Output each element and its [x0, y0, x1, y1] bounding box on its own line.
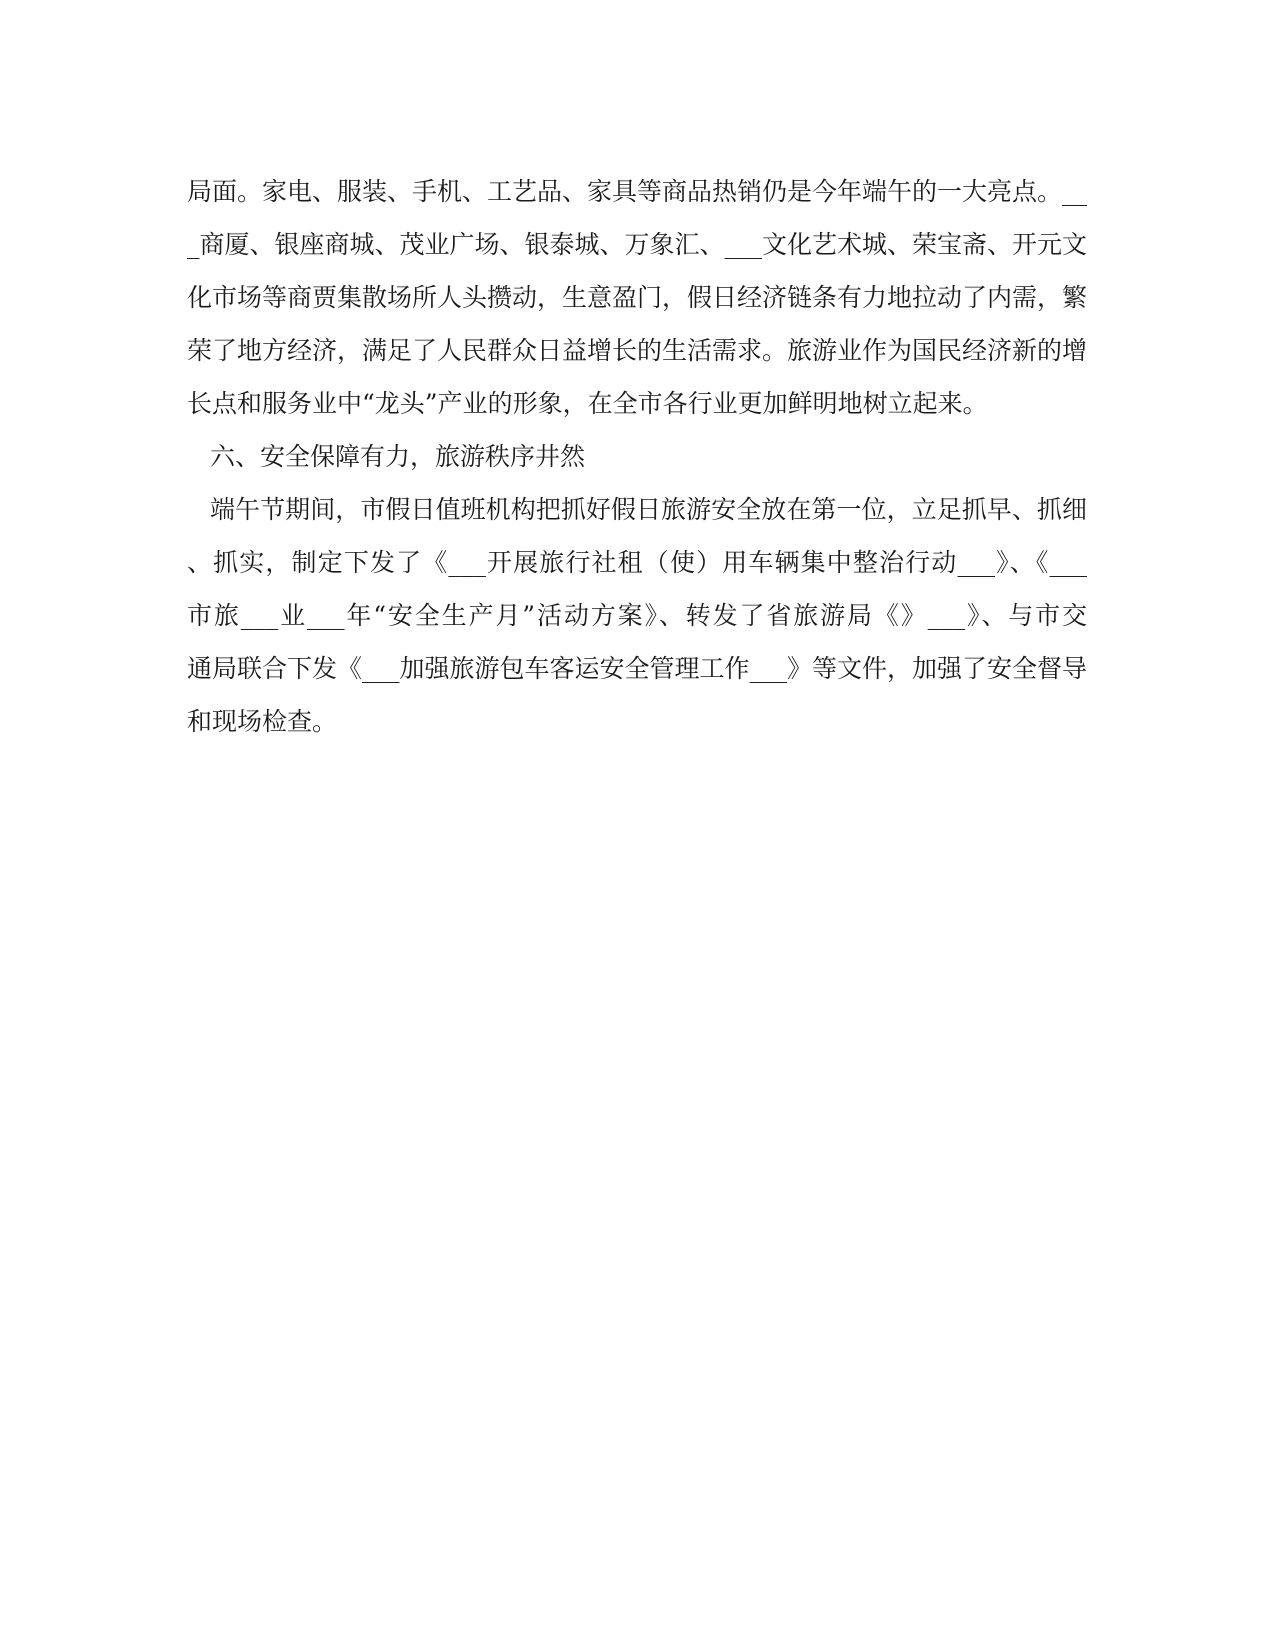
- paragraph-line-5: 长点和服务业中“龙头”产业的形象，在全市各行业更加鲜明地树立起来。: [187, 389, 988, 418]
- paragraph-line-4: 荣了地方经济，满足了人民群众日益增长的生活需求。旅游业作为国民经济新的增: [187, 336, 1087, 365]
- paragraph-line-9: 通局联合下发《___加强旅游包车客运安全管理工作___》等文件，加强了安全督导: [187, 654, 1087, 683]
- paragraph-line-7: 、抓实，制定下发了《___开展旅行社租（使）用车辆集中整治行动___》、《___: [187, 548, 1087, 577]
- paragraph-line-6: 端午节期间，市假日值班机构把抓好假日旅游安全放在第一位，立足抓早、抓细: [210, 495, 1087, 524]
- paragraph-line-10: 和现场检查。: [187, 707, 338, 736]
- paragraph-line-2: _商厦、银座商城、茂业广场、银泰城、万象汇、___文化艺术城、荣宝斋、开元文: [187, 230, 1087, 259]
- section-heading: 六、安全保障有力，旅游秩序井然: [210, 442, 586, 471]
- paragraph-line-3: 化市场等商贾集散场所人头攒动，生意盈门，假日经济链条有力地拉动了内需，繁: [187, 283, 1087, 312]
- paragraph-line-8: 市旅___业___年“安全生产月”活动方案》、转发了省旅游局《》___》、与市交: [187, 601, 1087, 630]
- paragraph-line-1: 局面。家电、服装、手机、工艺品、家具等商品热销仍是今年端午的一大亮点。__: [187, 177, 1087, 206]
